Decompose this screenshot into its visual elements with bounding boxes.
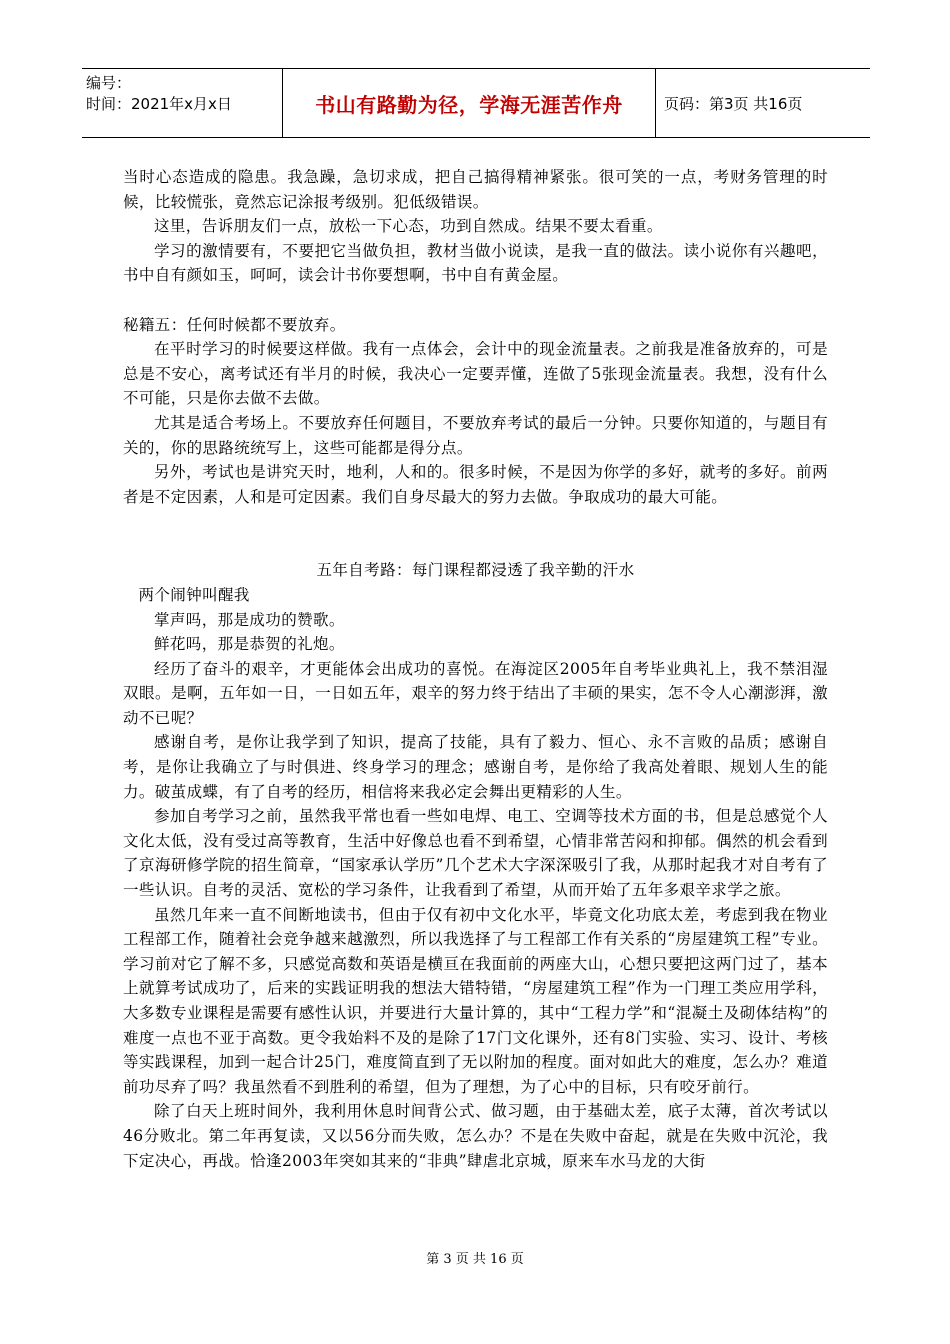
paragraph-spacer <box>123 288 828 313</box>
paragraph: 这里，告诉朋友们一点，放松一下心态，功到自然成。结果不要太看重。 <box>154 217 663 236</box>
header-page-label: 页码：第3页 共16页 <box>664 94 803 113</box>
header-left-cell <box>82 69 283 137</box>
document-time-label: 时间：2021年x月x日 <box>86 95 232 113</box>
paragraph: 在平时学习的时候要这样做。我有一点体会，会计中的现金流量表。之前我是准备放弃的，可是总是不安心，离考试还有半月的时候，我决心一定要弄懂，连做了5张现金流量表。我想，没有什么不可能，只是你去做不去做。 <box>123 340 828 408</box>
document-number-label: 编号： <box>86 74 132 92</box>
paragraph: 感谢自考，是你让我学到了知识，提高了技能，具有了毅力、恒心、永不言败的品质；感谢自考，是你让我确立了与时俱进、终身学习的理念；感谢自考，是你给了我高处着眼、规划人生的能力。破茧成蝶，有了自考的经历，相信将来我必定会舞出更精彩的人生。 <box>123 733 828 801</box>
paragraph: 参加自考学习之前，虽然我平常也看一些如电焊、电工、空调等技术方面的书，但是总感觉个人文化太低，没有受过高等教育，生活中好像总也看不到希望，心情非常苦闷和抑郁。偶然的机会看到了京海研修学院的招生简章，“国家承认学历”几个艺术大字深深吸引了我，从那时起我才对自考有了一些认识。自考的灵活、宽松的学习条件，让我看到了希望，从而开始了五年多艰辛求学之旅。 <box>123 807 828 900</box>
paragraph: 另外，考试也是讲究天时，地利，人和的。很多时候，不是因为你学的多好，就考的多好。前两者是不定因素，人和是可定因素。我们自身尽最大的努力去做。争取成功的最大可能。 <box>123 463 828 506</box>
paragraph: 秘籍五：任何时候都不要放弃。 <box>123 315 346 334</box>
paragraph-spacer <box>123 509 828 558</box>
paragraph: 掌声吗，那是成功的赞歌。 <box>154 610 345 629</box>
header-page-cell <box>656 69 870 137</box>
section-title: 五年自考路：每门课程都浸透了我辛勤的汗水 <box>316 561 635 580</box>
paragraph: 除了白天上班时间外，我利用休息时间背公式、做习题，由于基础太差，底子太薄，首次考试以46分败北。第二年再复读，又以56分而失败，怎么办？不是在失败中奋起，就是在失败中沉沦，我下定决心，再战。恰逢2003年突如其来的“非典”肆虐北京城，原来车水马龙的大街 <box>123 1102 828 1170</box>
paragraph: 尤其是适合考场上。不要放弃任何题目，不要放弃考试的最后一分钟。只要你知道的，与题目有关的，你的思路统统写上，这些可能都是得分点。 <box>123 413 828 457</box>
paragraph: 两个闹钟叫醒我 <box>138 585 250 604</box>
document-body <box>123 165 828 1173</box>
paragraph: 鲜花吗，那是恭贺的礼炮。 <box>154 635 345 654</box>
paragraph: 学习的激情要有，不要把它当做负担，教材当做小说读，是我一直的做法。读小说你有兴趣吧，书中自有颜如玉，呵呵，读会计书你要想啊，书中自有黄金屋。 <box>123 241 828 285</box>
paragraph: 当时心态造成的隐患。我急躁，急切求成，把自己搞得精神紧张。很可笑的一点，考财务管理的时候，比较慌张，竟然忘记涂报考级别。犯低级错误。 <box>123 168 828 211</box>
page-header <box>82 68 870 138</box>
paragraph: 经历了奋斗的艰辛，才更能体会出成功的喜悦。在海淀区2005年自考毕业典礼上，我不禁泪湿双眼。是啊，五年如一日，一日如五年，艰辛的努力终于结出了丰硕的果实，怎不令人心潮澎湃，激动不已呢？ <box>123 659 828 727</box>
paragraph: 虽然几年来一直不间断地读书，但由于仅有初中文化水平，毕竟文化功底太差，考虑到我在物业工程部工作，随着社会竞争越来越激烈，所以我选择了与工程部工作有关系的“房屋建筑工程”专业。学习前对它了解不多，只感觉高数和英语是横亘在我面前的两座大山，心想只要把这两门过了，基本上就算考试成功了，后来的实践证明我的想法大错特错，“房屋建筑工程”作为一门理工类应用学科，大多数专业课程是需要有感性认识，并要进行大量计算的，其中“工程力学”和“混凝土及砌体结构”的难度一点也不亚于高数。更令我始料不及的是除了17门文化课外，还有8门实验、实习、设计、考核等实践课程，加到一起合计25门，难度简直到了无以附加的程度。面对如此大的难度，怎么办？难道前功尽弃了吗？我虽然看不到胜利的希望，但为了理想，为了心中的目标，只有咬牙前行。 <box>123 905 828 1096</box>
page-footer: 第 3 页 共 16 页 <box>426 1252 524 1267</box>
header-motto: 书山有路勤为径，学海无涯苦作舟 <box>283 69 656 137</box>
